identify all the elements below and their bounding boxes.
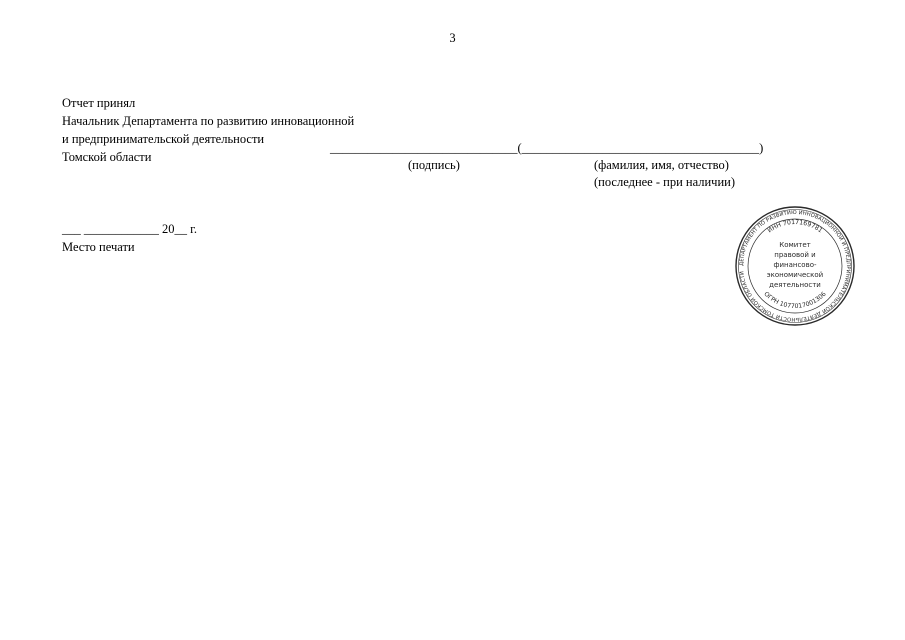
accepted-by-block <box>62 94 354 166</box>
seal-center-line: финансово- <box>773 261 817 269</box>
full-name-caption: (фамилия, имя, отчество) <box>594 158 729 172</box>
seal-center-line: правовой и <box>774 251 816 259</box>
seal-center-line: экономической <box>766 271 824 279</box>
seal-outer-text: ДЕПАРТАМЕНТ ПО РАЗВИТИЮ ИННОВАЦИОННОЙ И ПРЕДПРИНИМАТЕЛЬСКОЙ ДЕЯТЕЛЬНОСТИ ТОМСКОЙ ОБЛАСТИ <box>738 209 852 323</box>
seal-ogrn-text: ОГРН 1077017001306 <box>762 290 828 311</box>
stamp-place-label: Место печати <box>62 240 135 254</box>
official-seal <box>734 205 856 327</box>
official-title-line: Начальник Департамента по развитию инновационной <box>62 114 355 128</box>
svg-text:ИНН 7017169781 <box>766 219 823 234</box>
official-title-line: и предпринимательской деятельности <box>62 132 265 146</box>
page-number: 3 <box>449 31 456 45</box>
signature-line: ______________________________(______________________________________) <box>330 141 764 155</box>
accepted-by-label: Отчет принял <box>62 96 136 110</box>
official-region-line: Томской области <box>62 150 152 164</box>
seal-center-line: деятельности <box>769 281 821 289</box>
seal-center-line: Комитет <box>779 241 811 249</box>
signature-caption: (подпись) <box>408 158 460 172</box>
seal-inn-text: ИНН 7017169781 <box>766 218 824 235</box>
patronymic-note-caption: (последнее - при наличии) <box>594 175 735 189</box>
date-line: ___ ____________ 20__ г. <box>62 222 197 236</box>
